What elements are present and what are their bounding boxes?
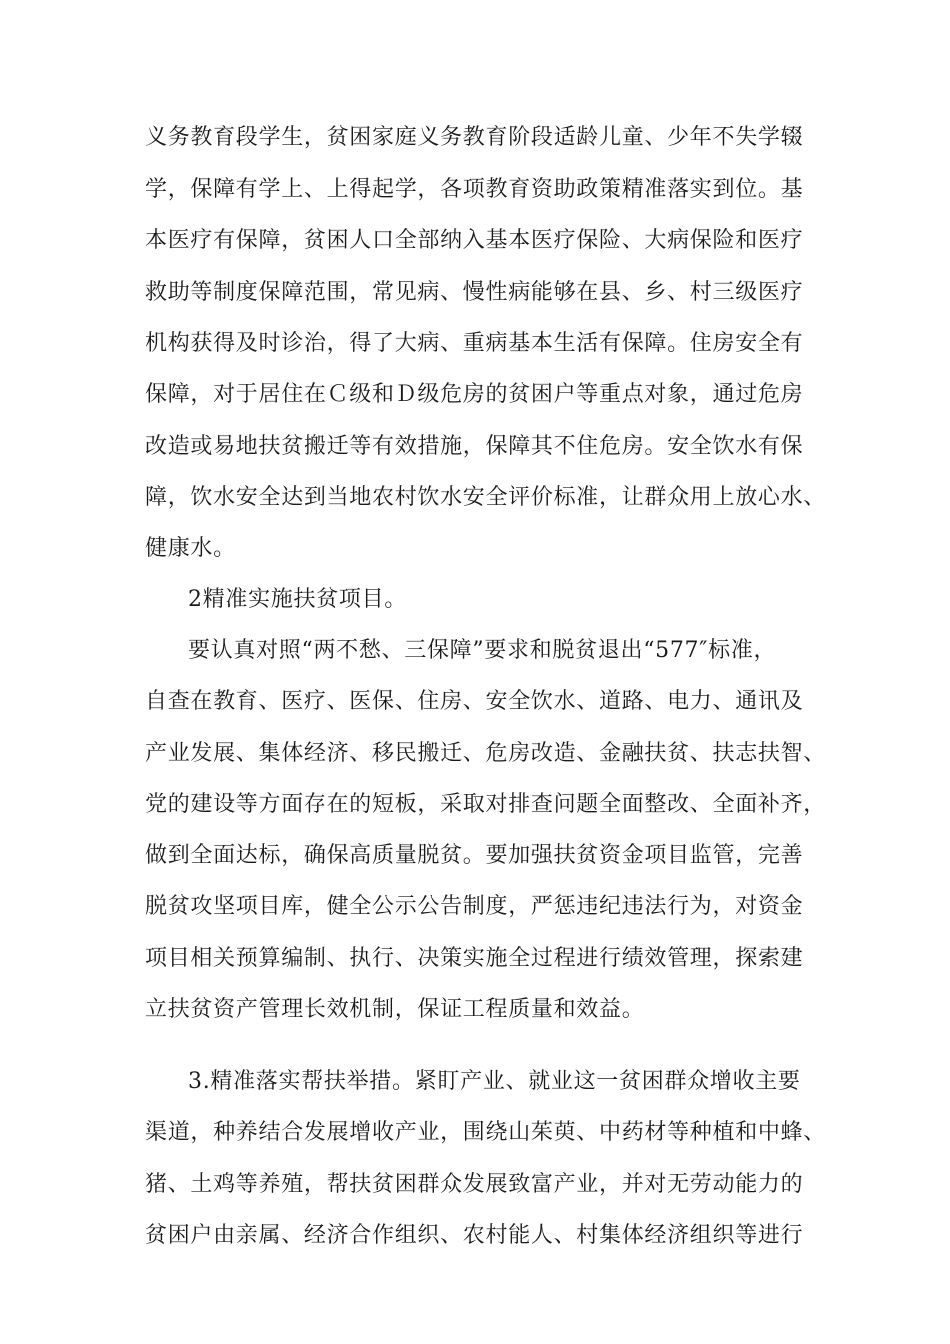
text-line: 自查在教育、医疗、医保、住房、安全饮水、道路、电力、通讯及 — [145, 689, 804, 714]
text-line: 义务教育段学生，贫困家庭义务教育阶段适龄儿童、少年不失学辍 — [145, 125, 804, 150]
text-line: 要认真对照“两不愁、三保障”要求和脱贫退出“577″标准， — [188, 638, 777, 663]
text-line: 党的建设等方面存在的短板，采取对排查问题全面整改、全面补齐， — [145, 792, 827, 817]
text-line: 本医疗有保障，贫困人口全部纳入基本医疗保险、大病保险和医疗 — [145, 228, 804, 253]
text-line: 做到全面达标，确保高质量脱贫。要加强扶贫资金项目监管，完善 — [145, 843, 804, 868]
section-heading: 2精准实施扶贫项目。 — [188, 587, 407, 612]
text-line: 产业发展、集体经济、移民搬迁、危房改造、金融扶贫、扶志扶智、 — [145, 741, 827, 766]
text-line: 改造或易地扶贫搬迁等有效措施，保障其不住危房。安全饮水有保 — [145, 434, 804, 459]
text-line: 项目相关预算编制、执行、决策实施全过程进行绩效管理，探索建 — [145, 946, 804, 971]
text-line: 猪、土鸡等养殖，帮扶贫困群众发展致富产业，并对无劳动能力的 — [145, 1172, 804, 1197]
text-line: 学，保障有学上、上得起学，各项教育资助政策精准落实到位。基 — [145, 177, 804, 202]
text-line: 保障，对于居住在Ｃ级和Ｄ级危房的贫困户等重点对象，通过危房 — [145, 382, 804, 407]
text-line: 脱贫攻坚项目库，健全公示公告制度，严惩违纪违法行为，对资金 — [145, 894, 804, 919]
text-line: 救助等制度保障范围，常见病、慢性病能够在县、乡、村三级医疗 — [145, 280, 804, 305]
section-heading: 3.精准落实帮扶举措。紧盯产业、就业这一贫困群众增收主要 — [188, 1069, 801, 1094]
text-line: 贫困户由亲属、经济合作组织、农村能人、村集体经济组织等进行 — [145, 1223, 804, 1248]
text-line: 健康水。 — [145, 536, 236, 561]
text-line: 渠道，种养结合发展增收产业，围绕山茱萸、中药材等种植和中蜂、 — [145, 1120, 827, 1145]
text-line: 立扶贫资产管理长效机制，保证工程质量和效益。 — [145, 997, 645, 1022]
text-line: 机构获得及时诊治，得了大病、重病基本生活有保障。住房安全有 — [145, 331, 804, 356]
text-line: 障，饮水安全达到当地农村饮水安全评价标准，让群众用上放心水、 — [145, 485, 827, 510]
